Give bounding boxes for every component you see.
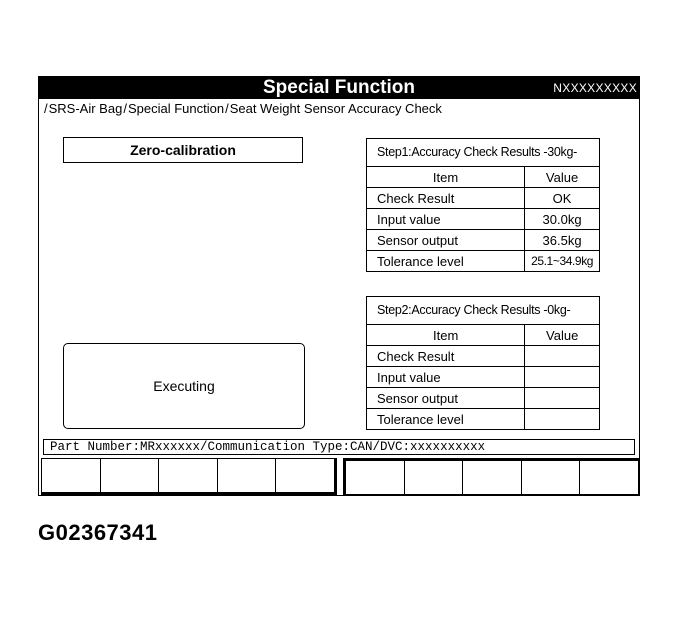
function-key-bar: [39, 458, 639, 495]
breadcrumb-slash: /: [225, 101, 229, 116]
table-row: [367, 388, 600, 409]
table-row: [367, 409, 600, 430]
step1-header-value: Value: [525, 167, 600, 188]
zero-calibration-button[interactable]: Zero-calibration: [63, 137, 303, 163]
function-key-4[interactable]: [218, 459, 277, 492]
step2-row-value: [525, 388, 600, 409]
device-serial: NXXXXXXXXX: [553, 81, 637, 95]
function-key-10[interactable]: [580, 461, 638, 494]
function-key-5[interactable]: [276, 459, 334, 492]
step1-results-table: [366, 138, 600, 272]
step1-row-label: Input value: [367, 209, 525, 230]
table-row: [367, 188, 600, 209]
title-bar: [39, 77, 639, 99]
breadcrumb-item-srs-air-bag[interactable]: SRS-Air Bag: [48, 101, 123, 116]
part-info-bar: Part Number:MRxxxxxx/Communication Type:CAN/DVC:xxxxxxxxxx: [43, 439, 635, 455]
table-row: [367, 209, 600, 230]
step1-row-value: OK: [525, 188, 600, 209]
function-key-1[interactable]: [42, 459, 101, 492]
step2-row-label: Check Result: [367, 346, 525, 367]
table-row: [367, 230, 600, 251]
step2-row-label: Sensor output: [367, 388, 525, 409]
breadcrumb-slash: /: [123, 101, 127, 116]
step2-header-value: Value: [525, 325, 600, 346]
function-key-2[interactable]: [101, 459, 160, 492]
scan-tool-screen: [38, 76, 640, 496]
breadcrumb-item-seat-weight-check: Seat Weight Sensor Accuracy Check: [229, 101, 442, 116]
step2-row-value: [525, 367, 600, 388]
breadcrumb: [43, 100, 442, 118]
table-row: [367, 367, 600, 388]
function-key-9[interactable]: [522, 461, 581, 494]
table-row: [367, 346, 600, 367]
status-text: Executing: [153, 378, 215, 394]
function-key-8[interactable]: [463, 461, 522, 494]
figure-id: G02367341: [38, 520, 158, 545]
step2-row-label: Tolerance level: [367, 409, 525, 430]
table-row: [367, 251, 600, 272]
step2-row-label: Input value: [367, 367, 525, 388]
step1-row-value: 36.5kg: [525, 230, 600, 251]
function-key-group-right: [343, 458, 639, 495]
step2-results-table: [366, 296, 600, 430]
function-key-7[interactable]: [405, 461, 464, 494]
step2-row-value: [525, 409, 600, 430]
step1-row-value: 30.0kg: [525, 209, 600, 230]
step1-row-label: Check Result: [367, 188, 525, 209]
step1-row-label: Tolerance level: [367, 251, 525, 272]
function-key-group-left: [41, 458, 337, 495]
step1-row-label: Sensor output: [367, 230, 525, 251]
function-key-3[interactable]: [159, 459, 218, 492]
page-title: Special Function: [262, 77, 416, 98]
step1-caption: Step1:Accuracy Check Results -30kg-: [366, 138, 600, 166]
breadcrumb-item-special-function[interactable]: Special Function: [127, 101, 225, 116]
step2-row-value: [525, 346, 600, 367]
breadcrumb-slash: /: [44, 101, 48, 116]
step1-row-value: 25.1~34.9kg: [525, 251, 600, 272]
step2-header-item: Item: [367, 325, 525, 346]
step2-caption: Step2:Accuracy Check Results -0kg-: [366, 296, 600, 324]
step1-header-item: Item: [367, 167, 525, 188]
function-key-6[interactable]: [346, 461, 405, 494]
status-box: [63, 343, 305, 429]
